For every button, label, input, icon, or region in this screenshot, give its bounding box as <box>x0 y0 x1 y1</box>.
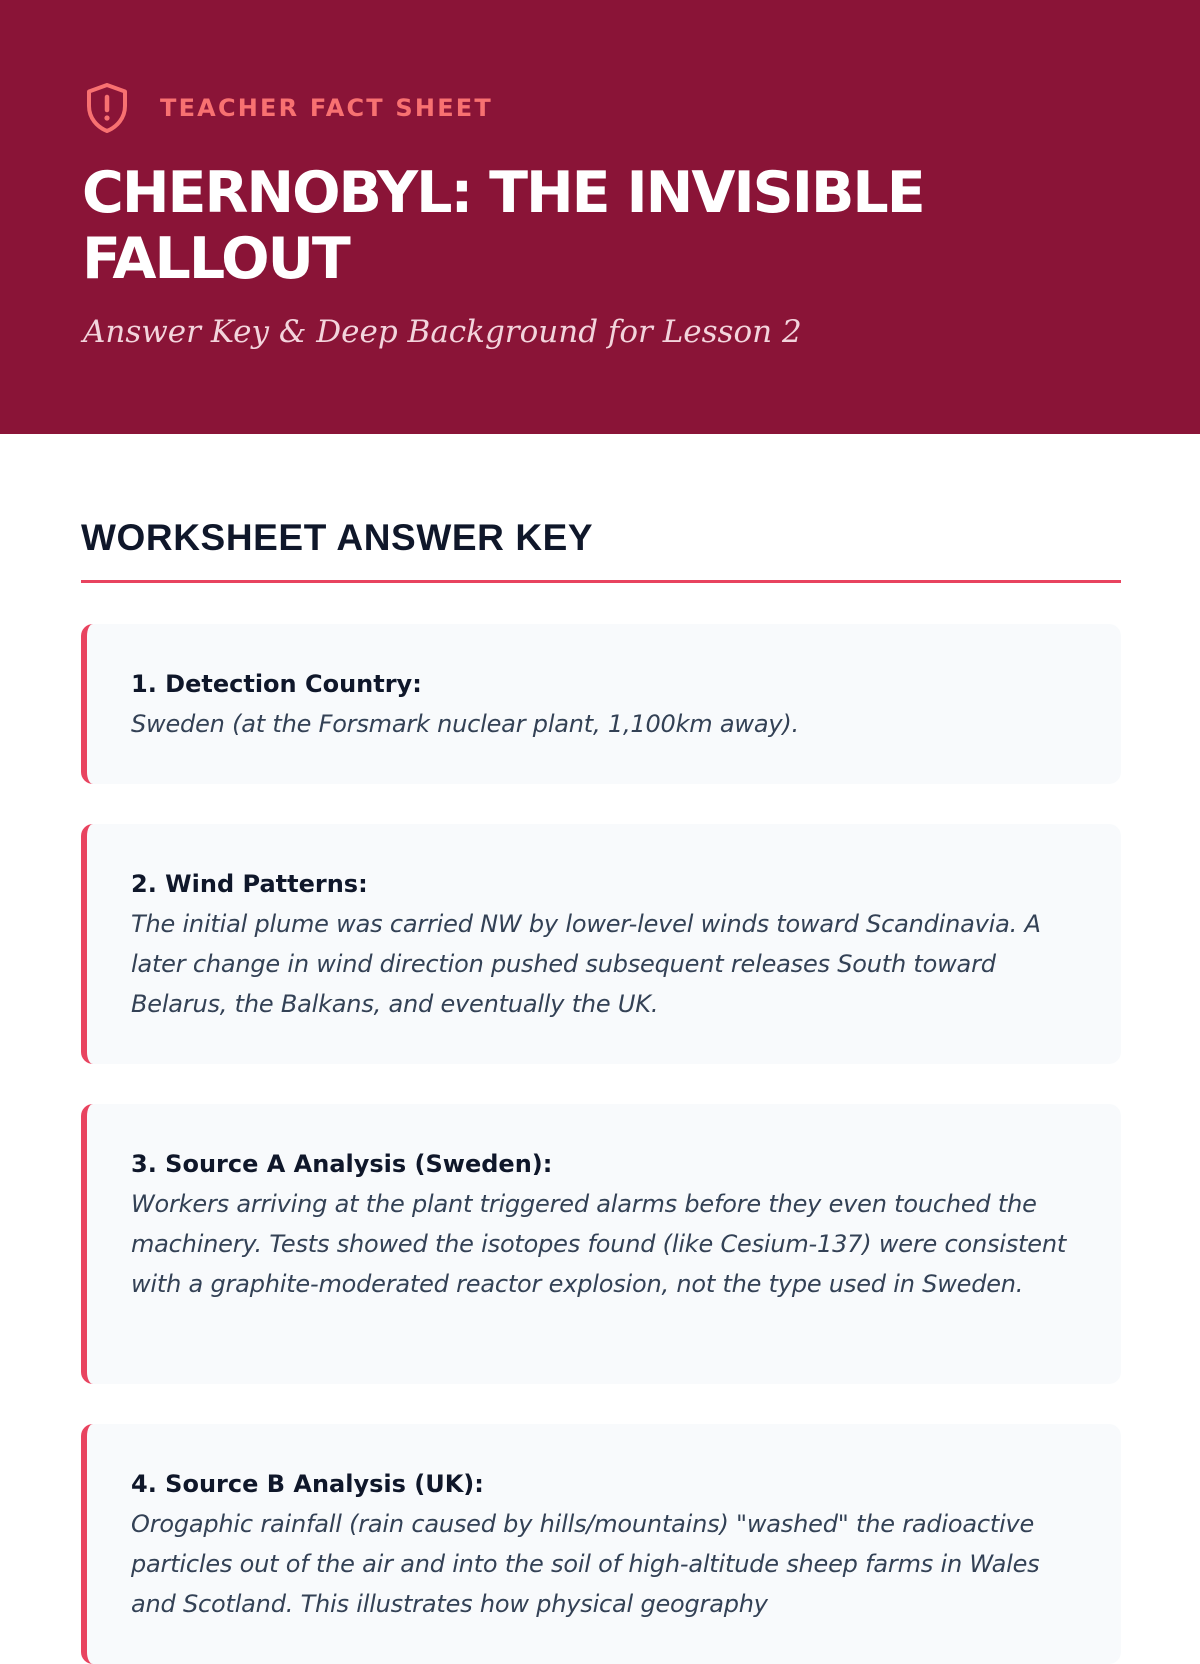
shield-alert-icon <box>84 82 130 134</box>
answer-text: Sweden (at the Forsmark nuclear plant, 1,100km away). <box>131 710 799 738</box>
eyebrow <box>84 82 493 134</box>
answer-card-3 <box>81 1104 1121 1384</box>
section-title: WORKSHEET ANSWER KEY <box>81 517 594 558</box>
answer-card-4 <box>81 1424 1121 1664</box>
answer-card-1 <box>81 624 1121 784</box>
answer-title: 2. Wind Patterns: <box>131 870 368 898</box>
answer-text: The initial plume was carried NW by lower-level winds toward Scandinavia. A later change in wind direction pushed subsequent releases South toward Belarus, the Balkans, and eventually the UK. <box>131 910 1041 1018</box>
eyebrow-label: TEACHER FACT SHEET <box>160 94 493 122</box>
page-title: CHERNOBYL: THE INVISIBLE FALLOUT <box>82 160 924 292</box>
answer-text: Workers arriving at the plant triggered alarms before they even touched the machinery. Tests showed the isotopes found (like Cesium-137) were consistent with a graphite-moderated reactor explosion, not the type used in Sweden. <box>131 1190 1067 1298</box>
page-subtitle: Answer Key & Deep Background for Lesson 2 <box>83 314 802 350</box>
answer-title: 3. Source A Analysis (Sweden): <box>131 1150 553 1178</box>
answer-text: Orogaphic rainfall (rain caused by hills/mountains) "washed" the radioactive particles out of the air and into the soil of high-altitude sheep farms in Wales and Scotland. This illustrates how physical geography <box>131 1510 1040 1618</box>
answer-card-2 <box>81 824 1121 1064</box>
answer-title: 1. Detection Country: <box>131 670 422 698</box>
answer-title: 4. Source B Analysis (UK): <box>131 1470 484 1498</box>
header-banner <box>0 0 1200 434</box>
section-divider <box>81 580 1121 583</box>
